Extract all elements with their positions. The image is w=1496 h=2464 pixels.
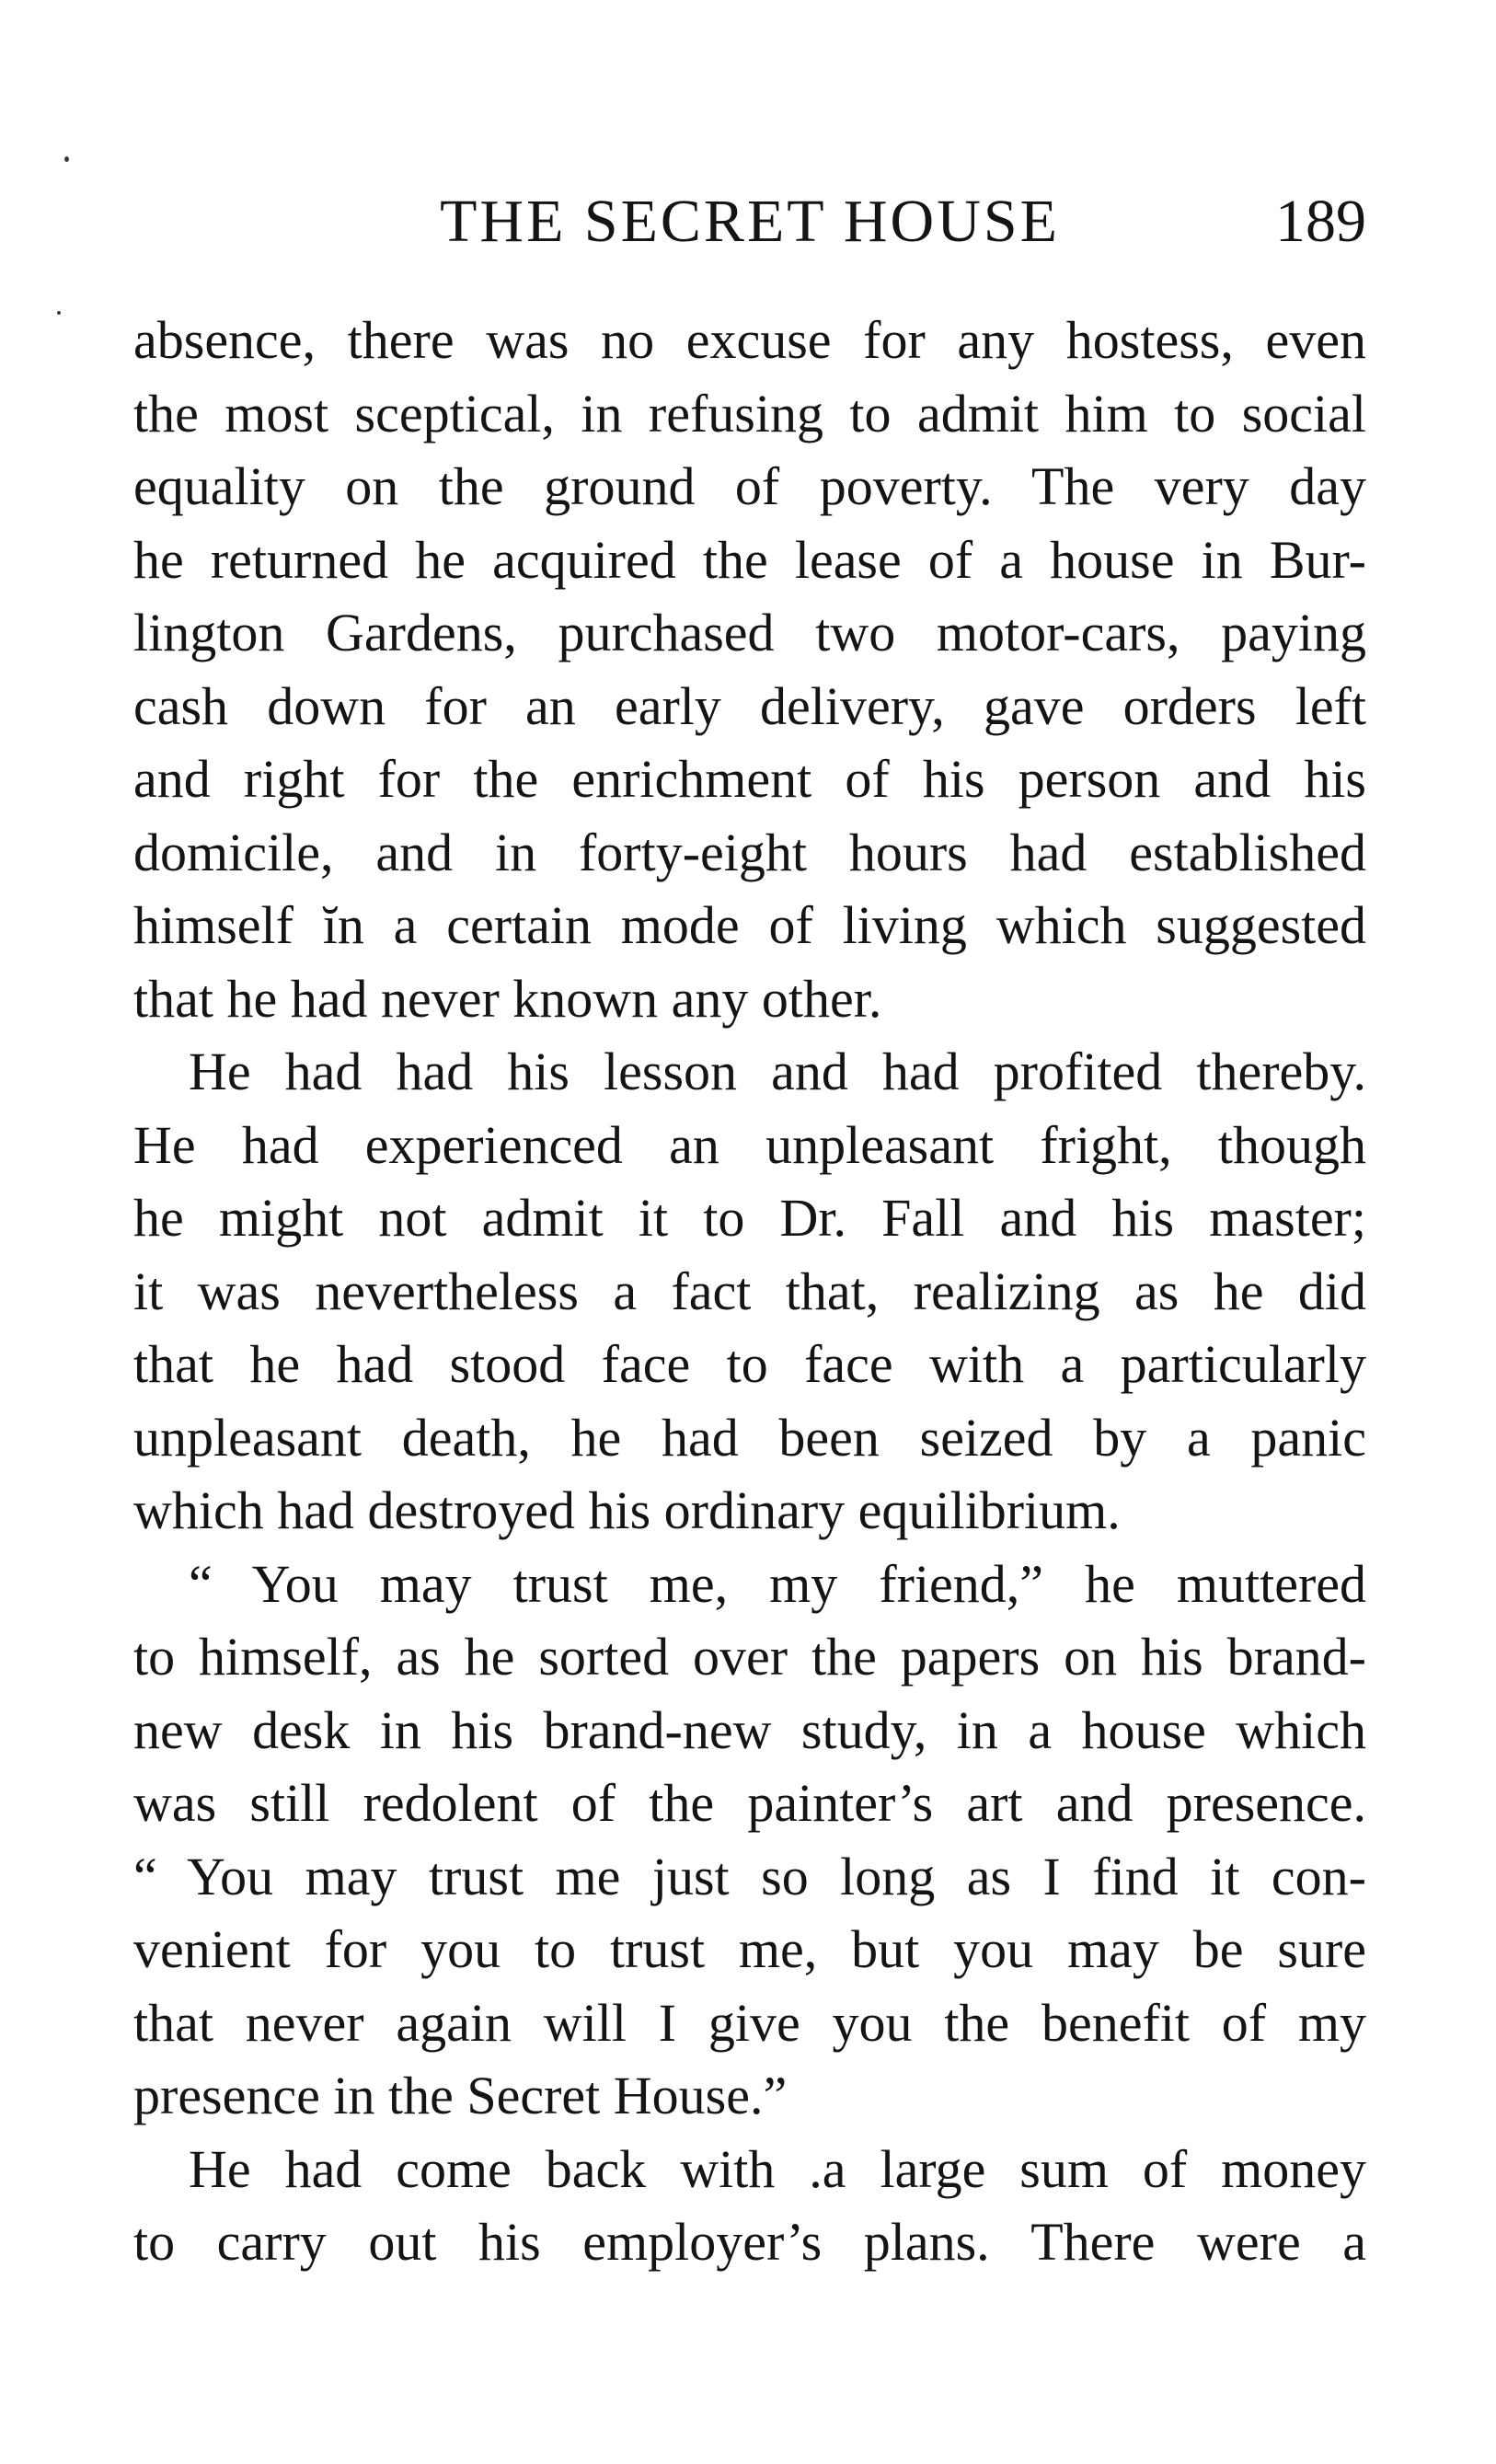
text-line: domicile, and in forty-eight hours had established (133, 822, 1366, 882)
text-line: and right for the enrichment of his person and his (133, 749, 1366, 809)
body-text (133, 304, 1366, 2279)
text-line: he returned he acquired the lease of a house in Bur- (133, 529, 1366, 590)
running-head (133, 180, 1366, 263)
text-line: to carry out his employer’s plans. There were a (133, 2212, 1366, 2272)
text-line: that he had stood face to face with a particularly (133, 1334, 1366, 1394)
text-line: to himself, as he sorted over the papers on his brand- (133, 1627, 1366, 1687)
text-line: lington Gardens, purchased two motor-cars, paying (133, 603, 1366, 662)
text-line: “ You may trust me, my friend,” he muttered (189, 1553, 1366, 1614)
text-line: that he had never known any other. (133, 968, 882, 1029)
print-speck (64, 156, 69, 162)
text-line: He had come back with .a large sum of money (189, 2138, 1366, 2199)
text-line: presence in the Secret House.” (133, 2066, 788, 2125)
text-line: He had experienced an unpleasant fright, though (133, 1114, 1366, 1175)
text-line: that never again will I give you the benefit of my (133, 1992, 1366, 2053)
text-line: the most sceptical, in refusing to admit him to social (133, 383, 1366, 443)
text-line: which had destroyed his ordinary equilibrium. (133, 1480, 1121, 1540)
print-speck (57, 311, 61, 315)
text-line: new desk in his brand-new study, in a house which (133, 1699, 1366, 1760)
text-line: absence, there was no excuse for any hostess, even (133, 310, 1366, 370)
text-line: venient for you to trust me, but you may be sure (133, 1919, 1366, 1979)
text-line: “ You may trust me just so long as I find it con- (133, 1846, 1366, 1906)
text-line: he might not admit it to Dr. Fall and his master; (133, 1188, 1366, 1248)
text-line: unpleasant death, he had been seized by a panic (133, 1407, 1366, 1468)
text-line: equality on the ground of poverty. The very day (133, 456, 1366, 516)
text-line: it was nevertheless a fact that, realizing as he did (133, 1261, 1366, 1321)
running-title: THE SECRET HOUSE (440, 188, 1060, 255)
text-line: was still redolent of the painter’s art and presence. (133, 1773, 1366, 1833)
text-line: himself ĭn a certain mode of living which suggested (133, 895, 1366, 955)
text-line: cash down for an early delivery, gave orders left (133, 675, 1366, 736)
text-line: He had had his lesson and had profited thereby. (189, 1042, 1366, 1101)
page-number: 189 (1275, 188, 1366, 255)
